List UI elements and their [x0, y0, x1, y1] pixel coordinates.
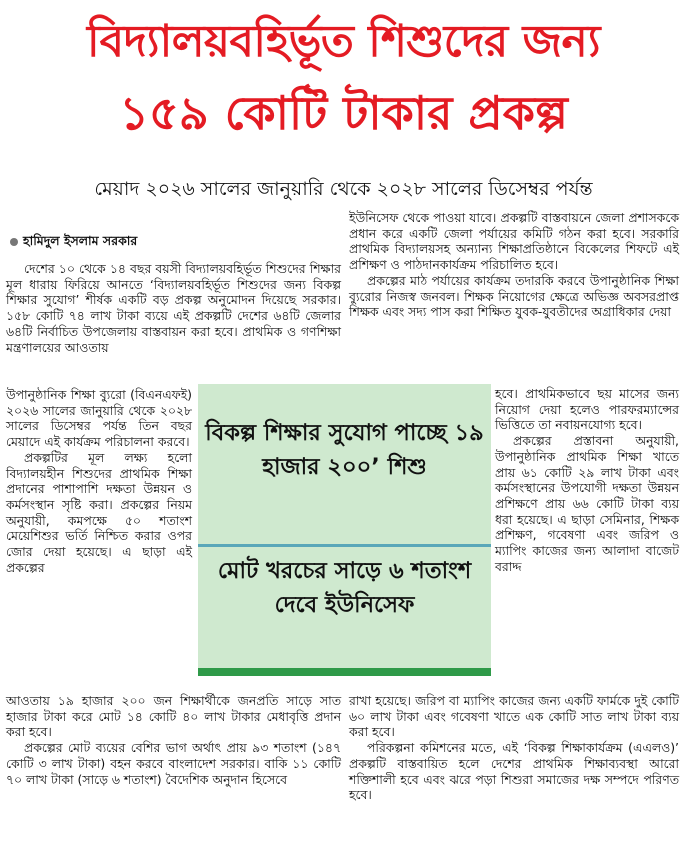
left-para-2: প্রকল্পটির মূল লক্ষ্য হলো বিদ্যালয়হীন শিশুদের প্রাথমিক শিক্ষা প্রদানের পাশাপাশি দক্ষতা উন্নয়ন ও কর্মসংস্থান সৃষ্টি করা। প্রকল্পের নিয়ম অনুযায়ী, কমপক্ষে ৫০ শতাংশ মেয়েশিশুর ভর্তি নিশ্চিত করার ওপর জোর দেয়া হয়েছে। এ ছাড়া এই প্রকল্পের — [6, 449, 192, 575]
right-column-bottom — [349, 693, 679, 803]
pull-quote-bottom-bar — [198, 668, 491, 676]
right-column-middle — [495, 386, 679, 574]
left-column-top — [6, 261, 341, 355]
headline-line-1: বিদ্যালয়বহির্ভূত শিশুদের জন্য — [87, 16, 600, 67]
right-para-3-continued: রাখা হয়েছে। জরিপ বা ম্যাপিং কাজের জন্য একটি ফার্মকে দুই কোটি ৬০ লাখ টাকা এবং গবেষণা খাতে এক কোটি সাত লাখ টাকা ব্যয় করা হবে। — [349, 693, 679, 740]
right-para-3: প্রকল্পের প্রস্তাবনা অনুযায়ী, উপানুষ্ঠানিক প্রাথমিক শিক্ষা খাতে প্রায় ৬১ কোটি ২৯ লাখ টাকা এবং কর্মসংস্থানের উপযোগী দক্ষতা উন্নয়ন প্রশিক্ষণে প্রায় ৬৬ কোটি টাকা ব্যয় ধরা হয়েছে। এ ছাড়া সেমিনার, শিক্ষক প্রশিক্ষণ, গবেষণা এবং জরিপ ও ম্যাপিং কাজের জন্য আলাদা বাজেট বরাদ্দ — [495, 433, 679, 574]
pull-quote-divider — [198, 544, 491, 547]
left-para-2-continued: আওতায় ১৯ হাজার ২০০ জন শিক্ষার্থীকে জনপ্রতি সাড়ে সাত হাজার টাকা করে মোট ১৪ কোটি ৪০ লাখ টাকার মেধাবৃত্তি প্রদান করা হবে। — [6, 693, 341, 740]
subheadline: মেয়াদ ২০২৬ সালের জানুয়ারি থেকে ২০২৮ সালের ডিসেম্বর পর্যন্ত — [94, 178, 593, 200]
left-para-3: প্রকল্পের মোট ব্যয়ের বেশির ভাগ অর্থাৎ প্রায় ৯৩ শতাংশ (১৪৭ কোটি ৩ লাখ টাকা) বহন করবে বাংলাদেশ সরকার। বাকি ১১ কোটি ৭০ লাখ টাকা (সাড়ে ৬ শতাংশ) বৈদেশিক অনুদান হিসেবে — [6, 740, 341, 787]
right-para-2-continued: হবে। প্রাথমিকভাবে ছয় মাসের জন্য নিয়োগ দেয়া হলেও পারফরম্যান্সের ভিত্তিতে তা নবায়নযোগ্য হবে। — [495, 386, 679, 433]
left-para-1-continued: উপানুষ্ঠানিক শিক্ষা ব্যুরো (বিএনএফই) ২০২৬ সালের জানুয়ারি থেকে ২০২৮ সালের ডিসেম্বর পর্যন্ত তিন বছর মেয়াদে এই কার্যক্রম পরিচালনা করবে। — [6, 387, 192, 450]
pull-quote-box — [198, 384, 491, 676]
byline — [10, 233, 137, 253]
right-para-1: ইউনিসেফ থেকে পাওয়া যাবে। প্রকল্পটি বাস্তবায়নে জেলা প্রশাসককে প্রধান করে একটি জেলা পর্যায়ের কমিটি গঠন করা হবে। সরকারি প্রাথমিক বিদ্যালয়সহ অন্যান্য শিক্ষাপ্রতিষ্ঠানে বিকেলের শিফটে এই প্রশিক্ষণ ও পাঠদানকার্যক্রম পরিচালিত হবে। — [349, 210, 679, 273]
byline-author: হামিদুল ইসলাম সরকার — [23, 233, 138, 248]
pull-quote-1: বিকল্প শিক্ষার সুযোগ পাচ্ছে ১৯ হাজার ২০০’ শিশু — [205, 420, 484, 480]
left-column-bottom — [6, 693, 341, 787]
byline-bullet-icon — [10, 238, 18, 246]
right-column-top — [349, 210, 679, 320]
pull-quote-2: মোট খরচের সাড়ে ৬ শতাংশ দেবে ইউনিসেফ — [217, 558, 472, 618]
left-column-middle — [6, 387, 192, 575]
headline-line-2: ১৫৯ কোটি টাকার প্রকল্প — [119, 86, 568, 140]
left-para-1: দেশের ১০ থেকে ১৪ বছর বয়সী বিদ্যালয়বহির্ভূত শিশুদের শিক্ষার মূল ধারায় ফিরিয়ে আনতে ‘বিদ্যালয়বহির্ভূত শিশুদের জন্য বিকল্প শিক্ষার সুযোগ’ শীর্ষক একটি বড় প্রকল্প অনুমোদন দিয়েছে সরকার। ১৫৮ কোটি ৭৪ লাখ টাকা ব্যয়ে এই প্রকল্পটি দেশের ৬৪টি জেলার ৬৪টি নির্বাচিত উপজেলায় বাস্তবায়ন করা হবে। প্রাথমিক ও গণশিক্ষা মন্ত্রণালয়ের আওতায় — [6, 261, 341, 355]
right-para-4: পরিকল্পনা কমিশনের মতে, এই ‘বিকল্প শিক্ষাকার্যক্রম (এএলও)’ প্রকল্পটি বাস্তবায়িত হলে দেশের প্রাথমিক শিক্ষাব্যবস্থা আরো শক্তিশালী হবে এবং ঝরে পড়া শিশুরা সমাজের দক্ষ সম্পদে পরিণত হবে। — [349, 740, 679, 803]
right-para-2: প্রকল্পের মাঠ পর্যায়ের কার্যক্রম তদারকি করবে উপানুষ্ঠানিক শিক্ষা ব্যুরোর নিজস্ব জনবল। শিক্ষক নিয়োগের ক্ষেত্রে অভিজ্ঞ অবসরপ্রাপ্ত শিক্ষক এবং সদ্য পাস করা শিক্ষিত যুবক-যুবতীদের অগ্রাধিকার দেয়া — [349, 272, 679, 320]
